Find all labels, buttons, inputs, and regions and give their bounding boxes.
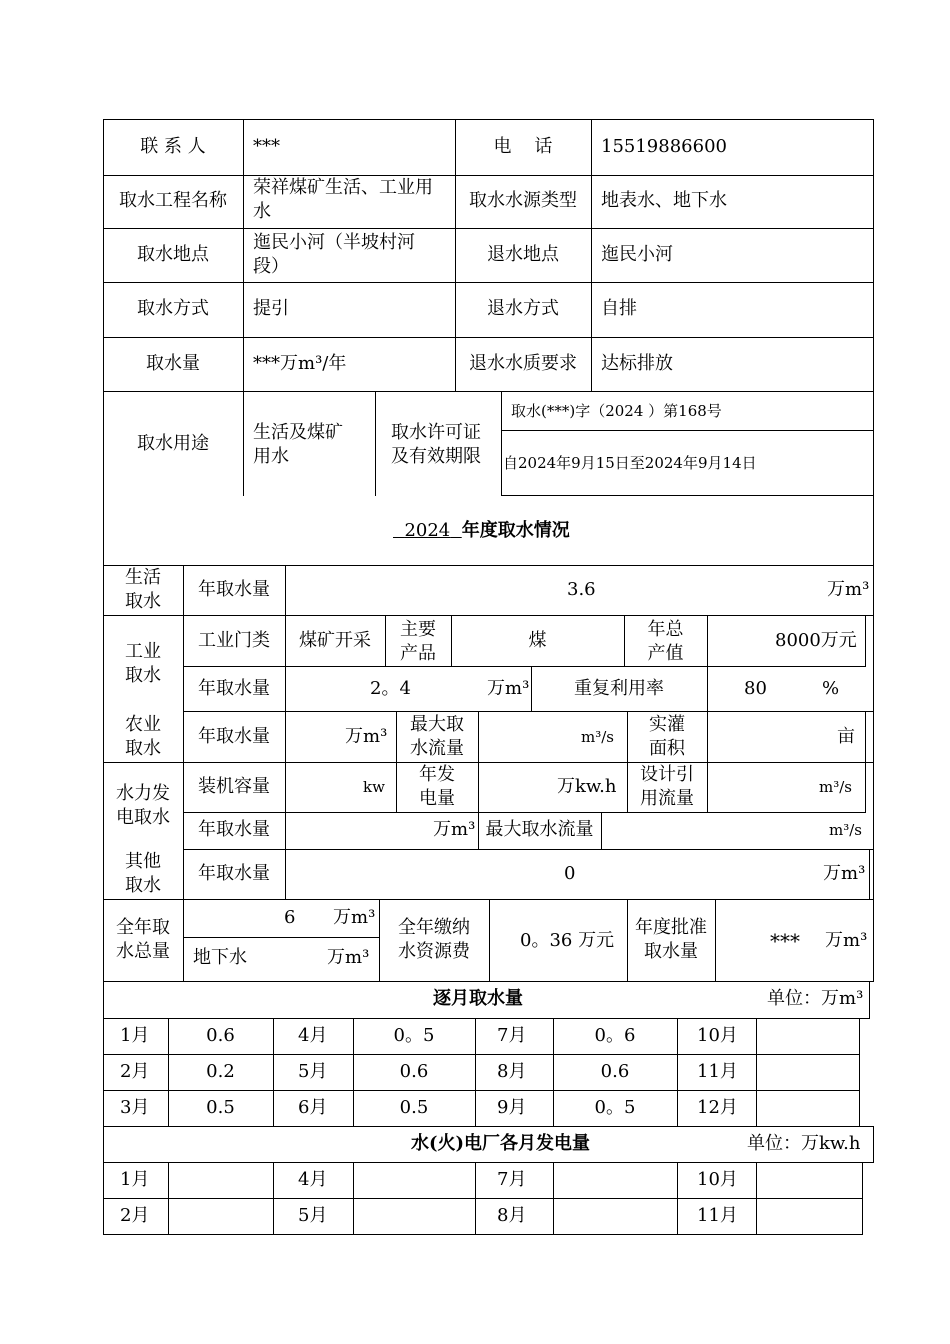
permit-label-line1: 取水许可证: [391, 422, 481, 443]
power-month-label: 5月: [298, 1205, 328, 1226]
annual-year: 2024: [404, 520, 451, 541]
project-label: 取水工程名称: [119, 190, 227, 211]
hydro-capacity-label: 装机容量: [198, 776, 270, 797]
source-type-value: 地表水、地下水: [601, 190, 727, 211]
monthly-title: 逐月取水量: [433, 988, 523, 1009]
usage-label: 取水用途: [137, 433, 209, 454]
monthly-month-label: 6月: [298, 1097, 328, 1118]
industrial-output-label-line2: 产值: [647, 643, 684, 664]
monthly-month-value: 0.5: [399, 1097, 429, 1118]
monthly-month-value: 0.2: [206, 1061, 235, 1082]
industrial-output: 8000万元: [775, 630, 857, 651]
intake-amount-label: 取水量: [146, 353, 200, 374]
hydro-design-label-line2: 用流量: [640, 788, 694, 809]
intake-method-label: 取水方式: [137, 298, 209, 319]
domestic-amount-label: 年取水量: [198, 579, 270, 600]
industrial-product-label-line2: 产品: [400, 643, 436, 664]
hydro-gen-unit: 万kw.h: [557, 776, 617, 797]
industrial-label-line1: 工业: [125, 641, 161, 662]
monthly-month-value: 0。6: [594, 1025, 636, 1046]
agricultural-area-label-line2: 面积: [649, 738, 685, 759]
industrial-label-line2: 取水: [125, 665, 161, 686]
discharge-method-value: 自排: [601, 298, 637, 319]
hydro-maxflow-unit: m³/s: [829, 821, 862, 839]
power-month-label: 7月: [497, 1169, 527, 1190]
intake-site-label: 取水地点: [137, 244, 209, 265]
agricultural-maxflow-label-line2: 水流量: [410, 738, 464, 759]
source-type-label: 取水水源类型: [469, 190, 577, 211]
monthly-month-value: 0。5: [594, 1097, 636, 1118]
agricultural-area-label-line1: 实灌: [649, 714, 685, 735]
agricultural-amount-label: 年取水量: [198, 726, 270, 747]
permit-number: 取水(***)字（2024 ）第168号: [511, 402, 722, 420]
approved-value: ***: [770, 929, 800, 953]
hydro-maxflow-label: 最大取水流量: [485, 819, 594, 840]
other-amount: 0: [564, 863, 576, 884]
approved-label-line1: 年度批准: [635, 917, 707, 938]
intake-amount-value: ***万m³/年: [253, 353, 347, 374]
industrial-product: 煤: [528, 630, 547, 651]
power-title: 水(火)电厂各月发电量: [411, 1133, 591, 1154]
intake-site-value-line2: 段）: [253, 256, 289, 277]
discharge-site-label: 退水地点: [487, 244, 559, 265]
discharge-quality-label: 退水水质要求: [469, 353, 577, 374]
other-label-line1: 其他: [125, 851, 161, 872]
discharge-method-label: 退水方式: [487, 298, 559, 319]
annual-title: [393, 519, 570, 543]
approved-label-line2: 取水量: [644, 941, 698, 962]
hydro-gen-label-line2: 电量: [419, 788, 455, 809]
hydro-label-line2: 电取水: [116, 807, 170, 828]
domestic-label-line2: 取水: [125, 591, 161, 612]
contact-value: ***: [253, 136, 280, 157]
monthly-month-label: 2月: [120, 1061, 150, 1082]
monthly-month-value: 0.6: [399, 1061, 429, 1082]
total-unit: 万m³: [333, 907, 376, 928]
phone-label: 电 话: [493, 136, 553, 157]
hydro-design-label-line1: 设计引: [640, 764, 694, 785]
hydro-capacity-unit: kw: [363, 778, 385, 796]
monthly-month-label: 10月: [697, 1025, 738, 1046]
monthly-month-label: 4月: [298, 1025, 328, 1046]
approved-unit: 万m³: [825, 930, 868, 951]
power-month-label: 2月: [120, 1205, 150, 1226]
monthly-month-label: 5月: [298, 1061, 328, 1082]
hydro-amount-label: 年取水量: [198, 819, 270, 840]
monthly-unit: 单位：万m³: [767, 988, 864, 1009]
industrial-reuse-label: 重复利用率: [574, 678, 664, 699]
industrial-reuse-unit: %: [822, 678, 840, 699]
intake-method-value: 提引: [253, 298, 289, 319]
industrial-category: 煤矿开采: [299, 630, 371, 651]
agricultural-label-line2: 取水: [125, 738, 161, 759]
monthly-month-label: 11月: [697, 1061, 738, 1082]
total-label-line1: 全年取: [116, 917, 170, 938]
other-amount-label: 年取水量: [198, 863, 270, 884]
agricultural-maxflow-unit: m³/s: [581, 728, 614, 746]
monthly-month-value: 0.5: [206, 1097, 235, 1118]
industrial-amount-label: 年取水量: [198, 678, 270, 699]
fee-value: 0。36 万元: [520, 930, 615, 951]
hydro-label-line1: 水力发: [116, 783, 170, 804]
other-unit: 万m³: [823, 863, 866, 884]
monthly-month-label: 8月: [497, 1061, 527, 1082]
discharge-site-value: 迤民小河: [601, 244, 673, 265]
fee-label-line2: 水资源费: [398, 941, 470, 962]
project-value-line2: 水: [253, 201, 271, 222]
industrial-output-label-line1: 年总: [647, 619, 684, 640]
agricultural-area-unit: 亩: [837, 726, 855, 747]
agricultural-label-line1: 农业: [125, 714, 161, 735]
monthly-month-value: 0。5: [393, 1025, 435, 1046]
intake-site-value-line1: 迤民小河（半坡村河: [253, 232, 415, 253]
fee-label-line1: 全年缴纳: [398, 917, 470, 938]
groundwater-unit: 万m³: [327, 947, 370, 968]
project-value-line1: 荣祥煤矿生活、工业用: [253, 177, 433, 198]
monthly-month-label: 12月: [697, 1097, 738, 1118]
domestic-label-line1: 生活: [125, 567, 161, 588]
permit-validity: 自2024年9月15日至2024年9月14日: [503, 454, 757, 472]
groundwater-label: 地下水: [193, 947, 247, 968]
industrial-amount-unit: 万m³: [487, 678, 530, 699]
monthly-month-label: 3月: [120, 1097, 150, 1118]
hydro-design-unit: m³/s: [819, 778, 852, 796]
monthly-month-label: 7月: [497, 1025, 527, 1046]
industrial-category-label: 工业门类: [198, 630, 270, 651]
agricultural-amount-unit: 万m³: [345, 726, 388, 747]
total-amount: 6: [284, 907, 296, 928]
monthly-month-value: 0.6: [600, 1061, 630, 1082]
industrial-product-label-line1: 主要: [400, 619, 436, 640]
usage-value-line1: 生活及煤矿: [253, 422, 343, 443]
power-month-label: 1月: [120, 1169, 150, 1190]
permit-label-line2: 及有效期限: [391, 446, 481, 467]
hydro-amount-unit: 万m³: [433, 819, 476, 840]
monthly-month-label: 9月: [497, 1097, 527, 1118]
annual-title-suffix: 年度取水情况: [461, 520, 570, 541]
hydro-gen-label-line1: 年发: [419, 764, 455, 785]
contact-label: 联 系 人: [140, 136, 206, 157]
industrial-amount: 2。4: [370, 678, 411, 699]
power-month-label: 8月: [497, 1205, 527, 1226]
discharge-quality-value: 达标排放: [601, 353, 673, 374]
monthly-month-label: 1月: [120, 1025, 150, 1046]
power-unit: 单位：万kw.h: [747, 1133, 861, 1154]
power-month-label: 4月: [298, 1169, 328, 1190]
power-month-label: 11月: [697, 1205, 738, 1226]
phone-value: 15519886600: [601, 136, 727, 157]
agricultural-maxflow-label-line1: 最大取: [410, 714, 464, 735]
usage-value-line2: 用水: [253, 446, 289, 467]
domestic-amount: 3.6: [567, 579, 596, 600]
domestic-unit: 万m³: [827, 579, 870, 600]
total-label-line2: 水总量: [116, 941, 170, 962]
power-month-label: 10月: [697, 1169, 738, 1190]
monthly-month-value: 0.6: [206, 1025, 235, 1046]
other-label-line2: 取水: [125, 875, 161, 896]
industrial-reuse: 80: [744, 678, 767, 699]
